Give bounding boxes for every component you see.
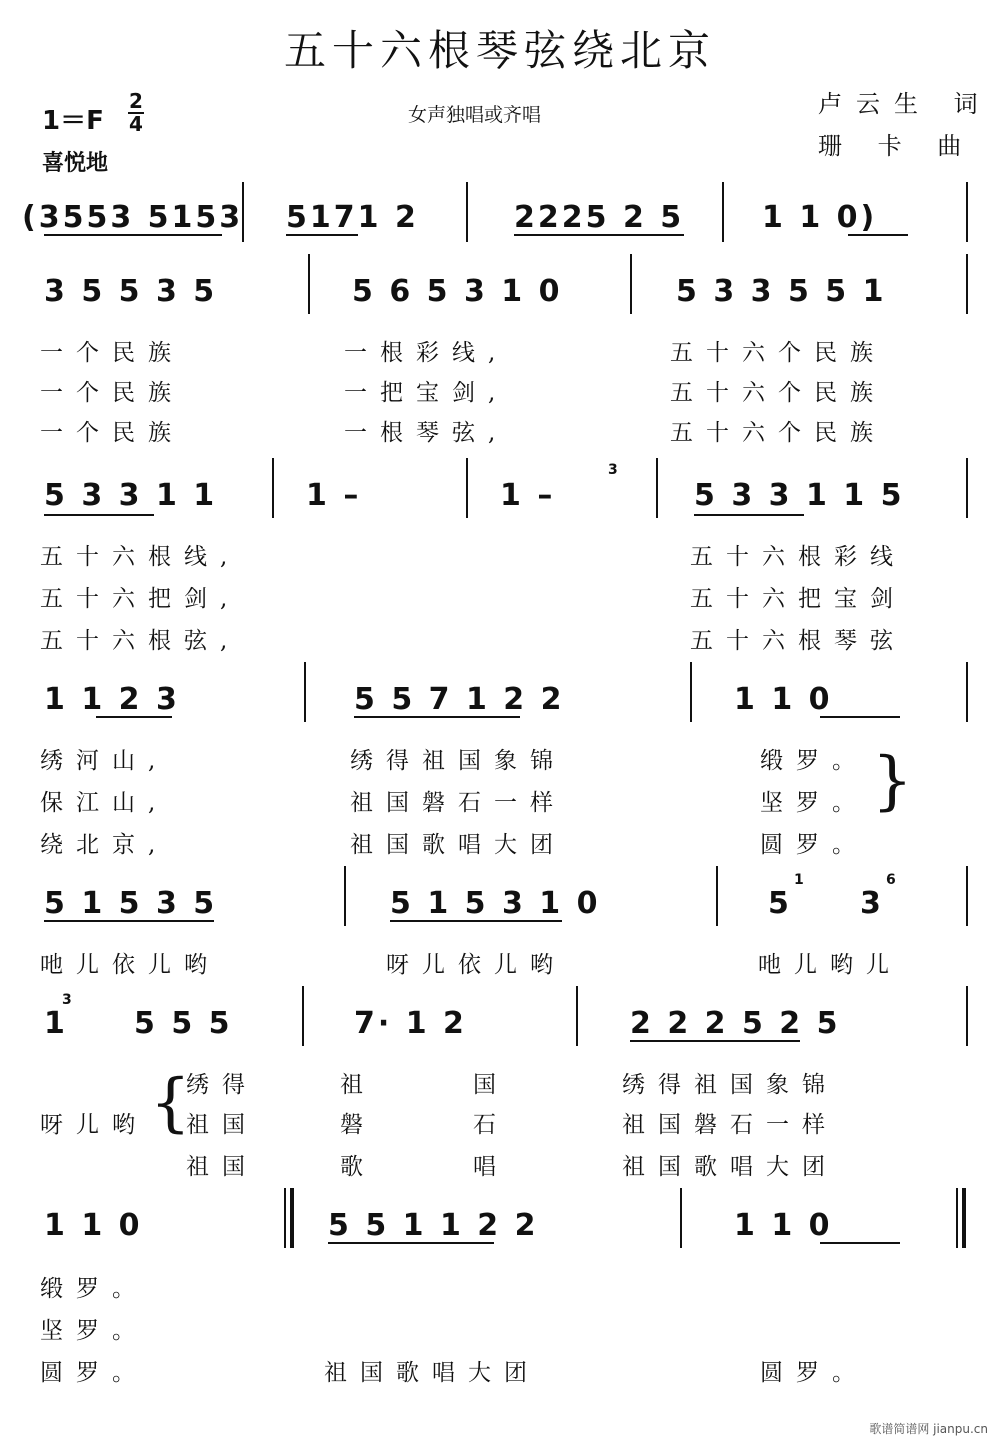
measure-notes: 1 1 0 bbox=[44, 1208, 143, 1243]
measure-notes: 5 1 5 3 5 bbox=[44, 886, 218, 921]
tempo-marking: 喜悦地 bbox=[42, 151, 109, 176]
lyric-verse-3: 圆罗。 bbox=[760, 832, 868, 858]
measure-notes: 1 1 2 3 bbox=[44, 682, 180, 717]
measure-notes: 1 bbox=[44, 1006, 68, 1041]
lyric-verse-2: 五十六把剑, bbox=[40, 586, 241, 612]
lyric-verse-1: 一根彩线, bbox=[344, 340, 509, 366]
grace-note: 3 bbox=[62, 992, 72, 1008]
measure-notes: 2225 2 5 bbox=[514, 200, 685, 235]
measure-notes: 3 5 5 3 5 bbox=[44, 274, 218, 309]
lyric-verse-1: 五十六个民族 bbox=[670, 340, 886, 366]
lyric-verse-3: 一根琴弦, bbox=[344, 420, 509, 446]
measure-notes: 5 5 5 bbox=[134, 1006, 233, 1041]
lyric-line: 吔儿依儿哟 bbox=[40, 952, 220, 978]
composer-credit: 珊 卡 曲 bbox=[818, 132, 976, 160]
lyric-verse-2: 祖国磐石一样 bbox=[350, 790, 566, 816]
measure-notes: 5 bbox=[768, 886, 792, 921]
lyric-line: 呀儿依儿哟 bbox=[386, 952, 566, 978]
measure-notes: (3553 5153 bbox=[22, 200, 244, 235]
lyric-verse-2: 五十六把宝剑 bbox=[690, 586, 906, 612]
measure-notes: 1 1 0 bbox=[734, 1208, 833, 1243]
lyric-verse-3: 五十六根琴弦 bbox=[690, 628, 906, 654]
lyric-verse-3: 圆罗。 bbox=[760, 1360, 868, 1386]
lyric-verse-3: 绕北京, bbox=[40, 832, 169, 858]
measure-notes: 1 1 0 bbox=[734, 682, 833, 717]
verse-brace: { bbox=[150, 1066, 191, 1140]
measure-notes: 1 – bbox=[306, 478, 362, 513]
lyric-verse-3: 圆罗。 bbox=[40, 1360, 148, 1386]
lyric-line: 吔儿哟儿 bbox=[758, 952, 902, 978]
measure-notes: 5 3 3 1 1 bbox=[44, 478, 218, 513]
lyric-verse-2: 祖国磐石一样 bbox=[622, 1112, 838, 1138]
page-title: 五十六根琴弦绕北京 bbox=[283, 26, 716, 75]
lyricist-credit: 卢云生 词 bbox=[818, 90, 992, 118]
measure-notes: 2 2 2 5 2 5 bbox=[630, 1006, 841, 1041]
measure-notes: 7· 1 2 bbox=[354, 1006, 467, 1041]
performance-note: 女声独唱或齐唱 bbox=[408, 104, 542, 126]
verse-brace: } bbox=[872, 744, 913, 818]
lyric-verse-3: 祖国歌唱大团 bbox=[324, 1360, 540, 1386]
time-signature-bottom: 4 bbox=[129, 112, 143, 136]
measure-notes: 1 – bbox=[500, 478, 556, 513]
lyric-verse-1: 五十六根彩线 bbox=[690, 544, 906, 570]
lyric-verse-2: 保江山, bbox=[40, 790, 169, 816]
lyric-lead: 呀儿哟 bbox=[40, 1112, 148, 1138]
lyric-verse-2: 祖国 bbox=[186, 1112, 258, 1138]
measure-notes: 1 1 0) bbox=[762, 200, 878, 235]
grace-note: 1 bbox=[794, 872, 804, 888]
lyric-verse-1: 绣得祖国象锦 bbox=[622, 1072, 838, 1098]
measure-notes: 3 bbox=[860, 886, 884, 921]
lyric-verse-1: 绣得 bbox=[186, 1072, 258, 1098]
lyric-verse-1: 一个民族 bbox=[40, 340, 184, 366]
measure-notes: 5 1 5 3 1 0 bbox=[390, 886, 601, 921]
measure-notes: 5 5 1 1 2 2 bbox=[328, 1208, 539, 1243]
time-signature-top: 2 bbox=[129, 89, 143, 113]
grace-note: 6 bbox=[886, 872, 896, 888]
lyric-verse-3: 一个民族 bbox=[40, 420, 184, 446]
lyric-verse-2: 一把宝剑, bbox=[344, 380, 509, 406]
lyric-verse-1: 五十六根线, bbox=[40, 544, 241, 570]
measure-notes: 5 3 3 5 5 1 bbox=[676, 274, 887, 309]
lyric-verse-3: 五十六根弦, bbox=[40, 628, 241, 654]
lyric-verse-3: 祖国歌唱大团 bbox=[622, 1154, 838, 1180]
lyric-verse-2: 一个民族 bbox=[40, 380, 184, 406]
watermark: 歌谱简谱网 jianpu.cn bbox=[869, 1422, 988, 1436]
measure-notes: 5 5 7 1 2 2 bbox=[354, 682, 565, 717]
lyric-verse-2: 坚罗。 bbox=[760, 790, 868, 816]
lyric-verse-3: 祖国 bbox=[186, 1154, 258, 1180]
lyric-verse-1: 缎罗。 bbox=[40, 1276, 148, 1302]
lyric-verse-3: 歌唱 bbox=[340, 1154, 606, 1180]
measure-notes: 5171 2 bbox=[286, 200, 419, 235]
lyric-verse-2: 坚罗。 bbox=[40, 1318, 148, 1344]
lyric-verse-1: 绣得祖国象锦 bbox=[350, 748, 566, 774]
lyric-verse-2: 五十六个民族 bbox=[670, 380, 886, 406]
grace-note: 3 bbox=[608, 462, 618, 478]
lyric-verse-1: 缎罗。 bbox=[760, 748, 868, 774]
measure-notes: 5 6 5 3 1 0 bbox=[352, 274, 563, 309]
time-signature bbox=[128, 89, 144, 136]
key-signature: 1＝F bbox=[42, 106, 104, 136]
lyric-verse-2: 磐石 bbox=[340, 1112, 606, 1138]
measure-notes: 5 3 3 1 1 5 bbox=[694, 478, 905, 513]
lyric-verse-1: 祖国 bbox=[340, 1072, 606, 1098]
lyric-verse-3: 祖国歌唱大团 bbox=[350, 832, 566, 858]
lyric-verse-3: 五十六个民族 bbox=[670, 420, 886, 446]
lyric-verse-1: 绣河山, bbox=[40, 748, 169, 774]
